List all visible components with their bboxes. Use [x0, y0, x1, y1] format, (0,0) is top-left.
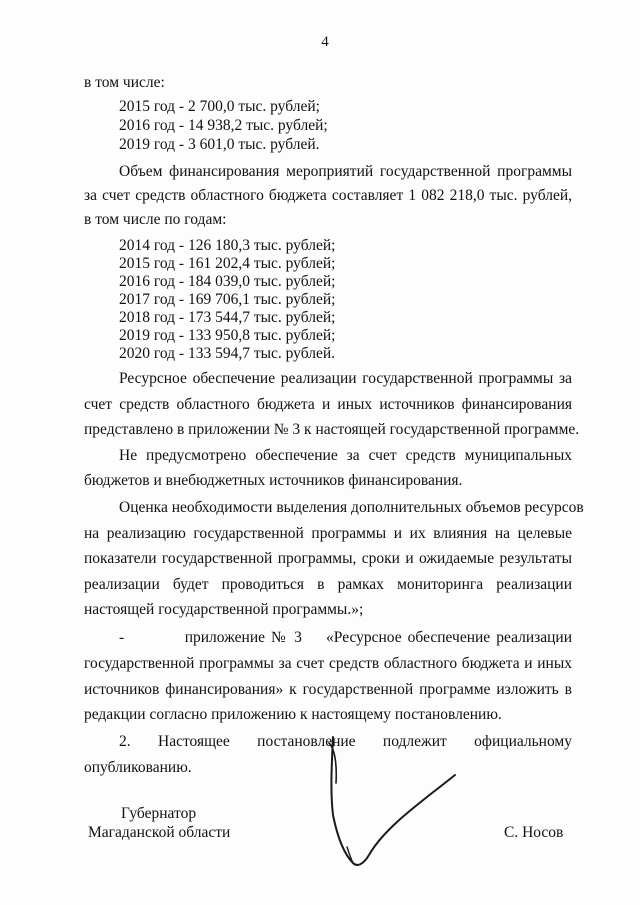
- assessment-paragraph-line: настоящей государственной программы.»;: [84, 601, 364, 618]
- assessment-paragraph-line: показатели государственной программы, сроки и ожидаемые результаты: [84, 550, 572, 567]
- signatory-title: Губернатор: [121, 805, 197, 822]
- publish-paragraph-line: 2. Настоящее постановление подлежит официальному: [119, 733, 572, 750]
- signatory-region: Магаданской области: [88, 824, 231, 841]
- municipal-paragraph-line: Не предусмотрено обеспечение за счет средств муниципальных: [119, 447, 572, 464]
- funding-paragraph-line: Объем финансирования мероприятий государственной программы: [119, 163, 572, 180]
- regional-year-line: 2020 год - 133 594,7 тыс. рублей.: [119, 345, 336, 362]
- funding-paragraph-line: в том числе по годам:: [84, 211, 227, 228]
- federal-year-line: 2016 год - 14 938,2 тыс. рублей;: [119, 117, 328, 134]
- assessment-paragraph-line: реализации будет проводиться в рамках мониторинга реализации: [84, 576, 572, 593]
- appendix-paragraph-line: редакции согласно приложению к настоящему постановлению.: [84, 706, 502, 723]
- regional-year-line: 2016 год - 184 039,0 тыс. рублей;: [119, 273, 336, 290]
- page-number: 4: [321, 34, 329, 50]
- appendix-paragraph-line: источников финансирования» к государственной программе изложить в: [84, 681, 572, 698]
- handwritten-signature: [315, 735, 465, 885]
- funding-paragraph-line: за счет средств областного бюджета составляет 1 082 218,0 тыс. рублей,: [84, 187, 572, 204]
- publish-paragraph-line: опубликованию.: [84, 759, 192, 776]
- regional-year-line: 2019 год - 133 950,8 тыс. рублей;: [119, 327, 336, 344]
- appendix-paragraph-line: государственной программы за счет средств областного бюджета и иных: [84, 655, 572, 672]
- federal-year-line: 2019 год - 3 601,0 тыс. рублей.: [119, 136, 320, 153]
- resources-paragraph-line: представлено в приложении № 3 к настоящей государственной программе.: [84, 421, 580, 438]
- federal-year-line: 2015 год - 2 700,0 тыс. рублей;: [119, 98, 320, 115]
- regional-year-line: 2017 год - 169 706,1 тыс. рублей;: [119, 291, 336, 308]
- resources-paragraph-line: Ресурсное обеспечение реализации государственной программы за: [119, 370, 572, 387]
- assessment-paragraph-line: на реализацию государственной программы и их влияния на целевые: [84, 525, 572, 542]
- intro-line: в том числе:: [84, 74, 165, 91]
- appendix-paragraph-line: - приложение № 3 «Ресурсное обеспечение реализации: [119, 629, 572, 646]
- regional-year-line: 2014 год - 126 180,3 тыс. рублей;: [119, 237, 336, 254]
- assessment-paragraph-line: Оценка необходимости выделения дополнительных объемов ресурсов: [119, 499, 584, 516]
- regional-year-line: 2018 год - 173 544,7 тыс. рублей;: [119, 309, 336, 326]
- signatory-name: С. Носов: [504, 824, 564, 841]
- municipal-paragraph-line: бюджетов и внебюджетных источников финансирования.: [84, 472, 463, 489]
- resources-paragraph-line: счет средств областного бюджета и иных источников финансирования: [84, 396, 572, 413]
- regional-year-line: 2015 год - 161 202,4 тыс. рублей;: [119, 255, 336, 272]
